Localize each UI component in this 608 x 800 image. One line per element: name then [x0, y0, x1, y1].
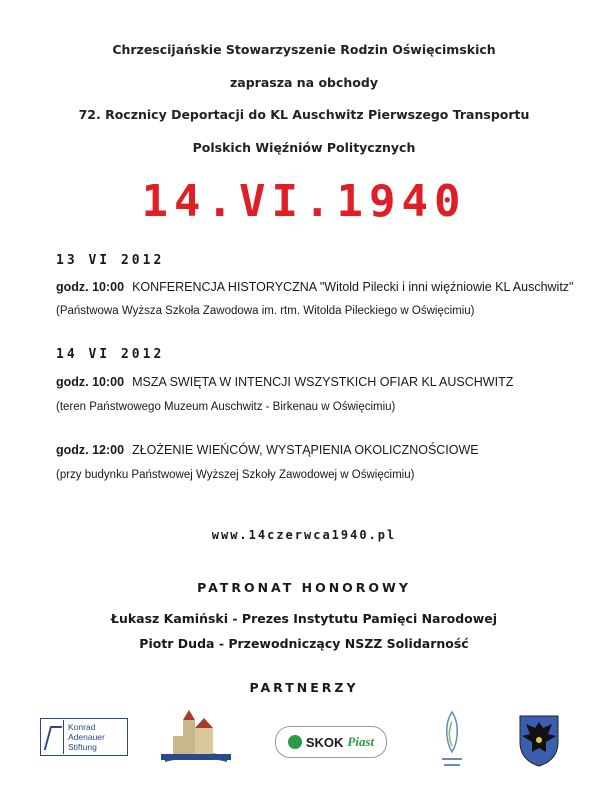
pwsz-castle-logo: [155, 706, 237, 768]
event-title: KONFERENCJA HISTORYCZNA "Witold Pilecki i inni więźniowie KL Auschwitz": [132, 280, 574, 294]
event-place: (Państwowa Wyższa Szkoła Zawodowa im. rtm. Witolda Pileckiego w Oświęcimiu): [56, 305, 475, 317]
event-title: MSZA SWIĘTA W INTENCJI WSZYSTKICH OFIAR KL AUSCHWITZ: [132, 375, 514, 389]
anniversary-line: 72. Rocznicy Deportacji do KL Auschwitz Pierwszego Transportu: [78, 107, 530, 122]
event-place: (przy budynku Państwowej Wyższej Szkoły Zawodowej w Oświęcimiu): [56, 469, 415, 481]
event-line: [56, 375, 513, 389]
patron-line: Łukasz Kamiński - Prezes Instytutu Pamięci Narodowej: [110, 611, 498, 626]
prisoners-line: Polskich Więźniów Politycznych: [192, 140, 416, 155]
invite-line: zaprasza na obchody: [230, 75, 378, 90]
logo-text: Stiftung: [68, 742, 97, 752]
event-line: [56, 443, 479, 457]
event-place: (teren Państwowego Muzeum Auschwitz - Birkenau w Oświęcimiu): [56, 401, 396, 413]
event-time: godz. 10:00: [56, 375, 125, 389]
event-title: ZŁOŻENIE WIEŃCÓW, WYSTĄPIENIA OKOLICZNOŚCIOWE: [132, 443, 479, 457]
organizer-line: Chrzescijańskie Stowarzyszenie Rodzin Oświęcimskich: [112, 42, 496, 57]
logo-text: Adenauer: [68, 732, 105, 742]
kas-mark-icon: [41, 720, 64, 754]
piast-text: Piast: [347, 734, 375, 749]
partners-heading: PARTNERZY: [249, 680, 359, 695]
skok-text: SKOK: [305, 734, 344, 750]
partner-logos: [0, 706, 608, 786]
event-line: [56, 280, 574, 294]
patronat-heading: PATRONAT HONOROWY: [197, 580, 411, 595]
event-time: godz. 12:00: [56, 443, 125, 457]
logo-text: Konrad: [68, 722, 96, 732]
day-date: 14 VI 2012: [56, 347, 165, 362]
konrad-adenauer-logo: [40, 718, 128, 756]
oswiecim-logo: [440, 708, 464, 772]
big-date: 14.VI.1940: [141, 176, 467, 227]
patron-line: Piotr Duda - Przewodniczący NSZZ Solidarność: [139, 636, 469, 651]
skok-leaf-icon: [288, 735, 302, 749]
eagle-crest-icon: [516, 712, 562, 768]
event-time: godz. 10:00: [56, 280, 125, 294]
skok-piast-logo: [275, 726, 387, 758]
website-link[interactable]: www.14czerwca1940.pl: [211, 528, 397, 542]
day-date: 13 VI 2012: [56, 253, 165, 268]
